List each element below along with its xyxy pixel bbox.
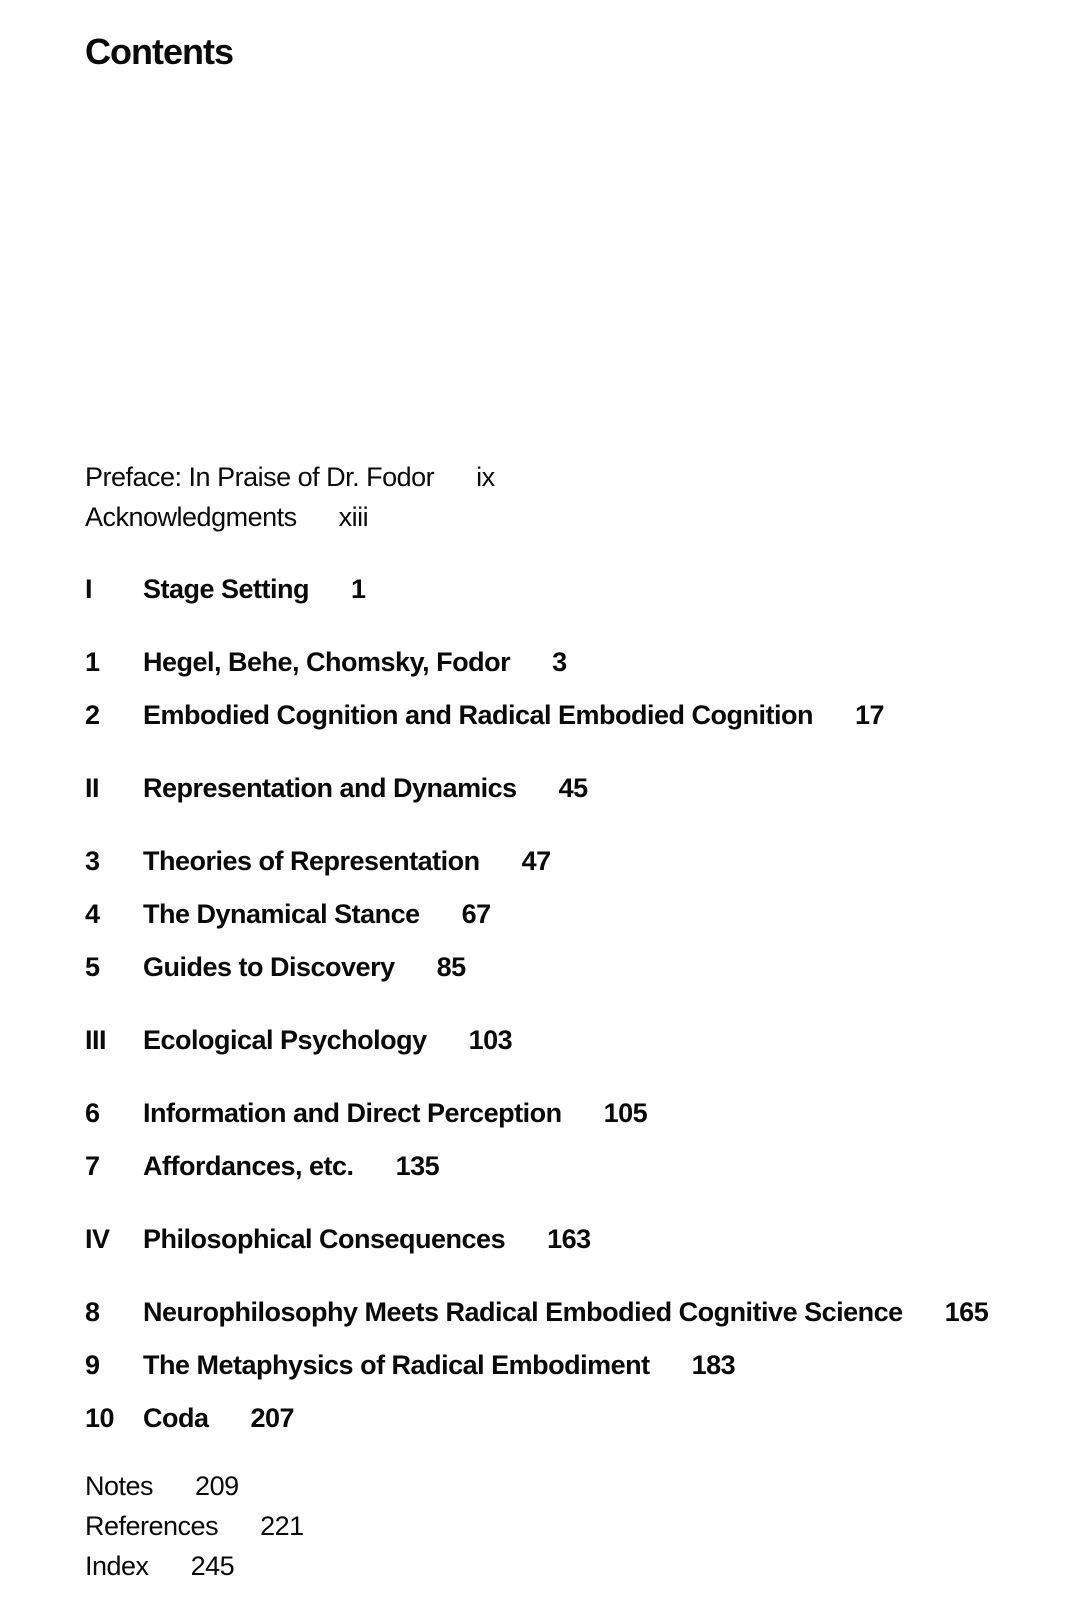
back-matter-page-number: 209	[195, 1471, 239, 1501]
toc-entry-page: 3	[552, 647, 567, 677]
front-matter-label: Preface: In Praise of Dr. Fodor	[85, 462, 435, 492]
front-matter-row-preface	[85, 457, 1030, 497]
toc-chapter-row	[85, 952, 1030, 982]
toc-entry-page: 163	[547, 1224, 591, 1254]
toc-entry-title: Hegel, Behe, Chomsky, Fodor	[143, 647, 511, 677]
back-matter-label: References	[85, 1511, 219, 1541]
toc-entry-number: 10	[85, 1403, 115, 1433]
toc-entry-number: 8	[85, 1297, 100, 1327]
back-matter-page-number: 245	[190, 1551, 235, 1581]
toc-entry-title: Coda	[143, 1403, 209, 1433]
toc-entry-page: 207	[250, 1403, 295, 1433]
toc-chapter-row	[85, 899, 1030, 929]
toc-entry-number: 4	[85, 899, 100, 929]
toc-entry-number: III	[85, 1025, 107, 1055]
back-matter-row-index	[85, 1546, 1030, 1586]
back-matter-page-number: 221	[260, 1511, 304, 1541]
back-matter-row-notes	[85, 1466, 1030, 1506]
toc-entry-title: Information and Direct Perception	[143, 1098, 562, 1128]
toc-entry-title: Neurophilosophy Meets Radical Embodied Cognitive Science	[143, 1297, 903, 1327]
toc-entry-number: 1	[85, 647, 100, 677]
toc-entry-page: 165	[944, 1297, 989, 1327]
toc-part-row	[85, 1025, 1030, 1055]
toc-chapter-row	[85, 1151, 1030, 1181]
front-matter-section	[85, 457, 1030, 537]
toc-part-row	[85, 1224, 1030, 1254]
back-matter-row-references	[85, 1506, 1030, 1546]
toc-entry-page: 47	[521, 846, 551, 876]
toc-chapter-row	[85, 846, 1030, 876]
toc-entry-number: 7	[85, 1151, 100, 1181]
toc-entry-page: 135	[395, 1151, 440, 1181]
back-matter-section	[85, 1466, 1030, 1586]
toc-entry-number: IV	[85, 1224, 110, 1254]
toc-entry-page: 17	[854, 700, 885, 730]
toc-chapter-row	[85, 1098, 1030, 1128]
toc-entry-title: Ecological Psychology	[143, 1025, 427, 1055]
toc-entry-page: 105	[603, 1098, 648, 1128]
toc-entry-page: 67	[461, 899, 491, 929]
toc-entry-title: Representation and Dynamics	[143, 773, 517, 803]
toc-entry-title: The Metaphysics of Radical Embodiment	[143, 1350, 650, 1380]
back-matter-label: Index	[85, 1551, 149, 1581]
front-matter-label: Acknowledgments	[85, 502, 297, 532]
toc-entry-title: Embodied Cognition and Radical Embodied Cognition	[143, 700, 813, 730]
toc-part-row	[85, 773, 1030, 803]
toc-entry-title: Guides to Discovery	[143, 952, 395, 982]
toc-entry-number: 3	[85, 846, 100, 876]
toc-entry-title: The Dynamical Stance	[143, 899, 420, 929]
toc-entry-number: 2	[85, 700, 100, 730]
toc-entry-number: 5	[85, 952, 100, 982]
toc-entry-page: 103	[468, 1025, 513, 1055]
toc-entry-title: Theories of Representation	[143, 846, 480, 876]
toc-chapter-row	[85, 1403, 1030, 1433]
toc-chapter-row	[85, 647, 1030, 677]
back-matter-label: Notes	[85, 1471, 154, 1501]
front-matter-row-acknowledgments	[85, 497, 1030, 537]
toc-entry-page: 1	[351, 574, 366, 604]
toc-chapter-row	[85, 1350, 1030, 1380]
toc-entry-title: Stage Setting	[143, 574, 310, 604]
toc-entry-number: I	[85, 574, 93, 604]
toc-part-row	[85, 574, 1030, 604]
front-matter-page-number: xiii	[338, 502, 369, 532]
toc-entry-title: Philosophical Consequences	[143, 1224, 506, 1254]
toc-entry-number: 9	[85, 1350, 100, 1380]
toc-entry-page: 85	[436, 952, 466, 982]
toc-chapter-row	[85, 1297, 1030, 1327]
toc-entry-title: Affordances, etc.	[143, 1151, 354, 1181]
toc-chapter-row	[85, 700, 1030, 730]
page-title: Contents	[85, 31, 233, 72]
front-matter-page-number: ix	[476, 462, 495, 492]
toc-entry-page: 45	[558, 773, 588, 803]
toc-entry-number: 6	[85, 1098, 100, 1128]
toc-entry-number: II	[85, 773, 100, 803]
toc-list	[85, 574, 1030, 1433]
toc-entry-page: 183	[691, 1350, 736, 1380]
